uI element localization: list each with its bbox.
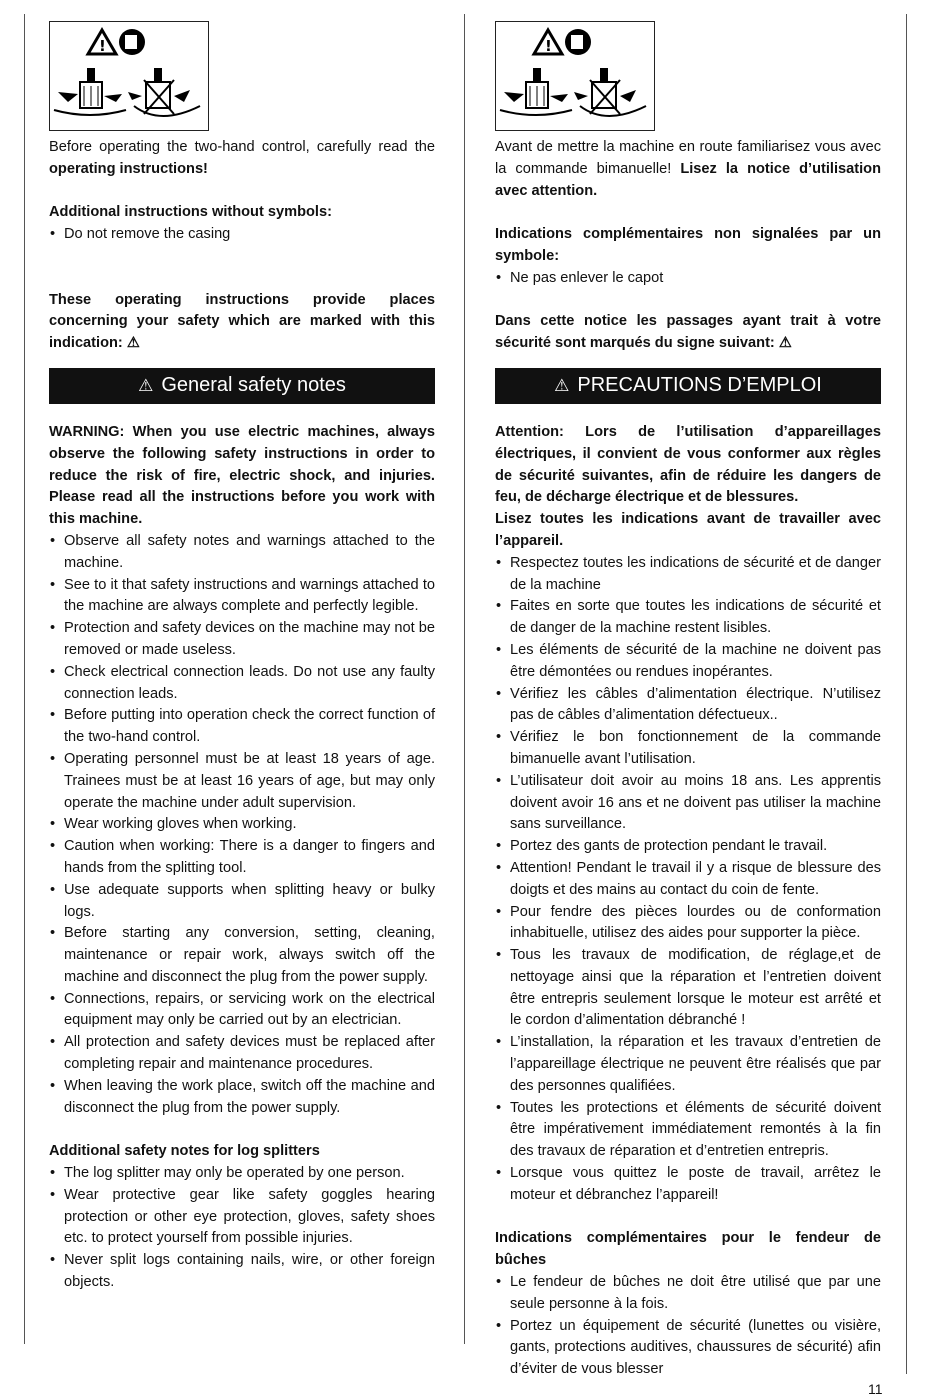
list-item: • Attention! Pendant le travail il y a risque de blessure des doigts et des mains au contact du coin de fente.: [495, 858, 881, 902]
list-item: • Operating personnel must be at least 18 years of age. Trainees must be at least 16 years of age, but may only operate the machine under adult supervision.: [49, 749, 435, 814]
list-item: • Le fendeur de bûches ne doit être utilisé que par une seule personne à la fois.: [495, 1272, 881, 1316]
warning-paragraph: WARNING: When you use electric machines, always observe the following safety instructions in order to reduce the risk of fire, electric shock, and injuries. Please read all the instructions before you work with this machine.: [49, 423, 435, 528]
safety-mark-paragraph: These operating instructions provide places concerning your safety which are marked with this indication: ⚠: [49, 291, 435, 352]
additional-list: [49, 224, 435, 246]
warning-icon: ⚠: [138, 376, 154, 396]
section-banner: [495, 368, 881, 404]
section-banner: [49, 368, 435, 404]
list-item: • Vérifiez les câbles d’alimentation électrique. N’utilisez pas de câbles d’alimentation défectueux..: [495, 684, 881, 728]
list-item: • Protection and safety devices on the machine may not be removed or made useless.: [49, 618, 435, 662]
list-item: • Connections, repairs, or servicing work on the electrical equipment may only be carried out by an electrician.: [49, 989, 435, 1033]
warning-icon: ⚠: [554, 376, 570, 396]
page-number: 11: [868, 1381, 883, 1397]
section-title: General safety notes: [161, 374, 346, 397]
section-title: PRECAUTIONS D’EMPLOI: [577, 374, 822, 397]
english-column: [49, 21, 435, 1294]
list-item: • Before starting any conversion, setting, cleaning, maintenance or repair work, always switch off the machine and disconnect the plug from the power supply.: [49, 923, 435, 988]
list-item: • All protection and safety devices must be replaced after completing repair and maintenance procedures.: [49, 1032, 435, 1076]
safety-mark-paragraph: Dans cette notice les passages ayant trait à votre sécurité sont marqués du signe suivant: ⚠: [495, 313, 881, 352]
list-item: • Use adequate supports when splitting heavy or bulky logs.: [49, 880, 435, 924]
column-rule-middle: [464, 14, 465, 1344]
list-item: • Ne pas enlever le capot: [495, 268, 881, 290]
list-item: • Wear protective gear like safety goggles hearing protection or other eye protection, gloves, safety shoes etc. to protect yourself from possible injuries.: [49, 1185, 435, 1250]
list-item: • Observe all safety notes and warnings attached to the machine.: [49, 531, 435, 575]
list-item: • Check electrical connection leads. Do not use any faulty connection leads.: [49, 662, 435, 706]
safety-pictogram: [49, 21, 209, 131]
additional-heading: Additional instructions without symbols:: [49, 204, 332, 221]
list-item: • The log splitter may only be operated by one person.: [49, 1163, 435, 1185]
svg-text:!: !: [99, 37, 106, 55]
list-item: • L’utilisateur doit avoir au moins 18 ans. Les apprentis doivent avoir 16 ans et ne doivent pas utiliser la machine sans surveillance.: [495, 771, 881, 836]
list-item: • Wear working gloves when working.: [49, 814, 435, 836]
log-splitter-heading: Additional safety notes for log splitters: [49, 1143, 320, 1160]
safety-list: [495, 553, 881, 1207]
list-item: • Pour fendre des pièces lourdes ou de conformation inhabituelle, utilisez des aides pour supporter la pièce.: [495, 902, 881, 946]
list-item: • Portez un équipement de sécurité (lunettes ou visière, gants, protections auditives, chaussures de sécurité) afin d’éviter de vous blesser: [495, 1316, 881, 1381]
column-rule-right: [906, 14, 907, 1374]
list-item: • Before putting into operation check the correct function of the two-hand control.: [49, 705, 435, 749]
log-splitter-list: [495, 1272, 881, 1381]
additional-list: [495, 268, 881, 290]
list-item: • L’installation, la réparation et les travaux d’entretien de l’appareillage électrique ne peuvent être réalisés que par des personnes qualifiées.: [495, 1032, 881, 1097]
list-item: • Tous les travaux de modification, de réglage,et de nettoyage ainsi que la réparation et l’entretien doivent être entrepris seulement lorsque le moteur est arrêté et le cordon d’alimentation débranché !: [495, 945, 881, 1032]
svg-text:!: !: [545, 37, 552, 55]
list-item: • See to it that safety instructions and warnings attached to the machine are always complete and perfectly legible.: [49, 575, 435, 619]
list-item: • Do not remove the casing: [49, 224, 435, 246]
list-item: • Faites en sorte que toutes les indications de sécurité et de danger de la machine restent lisibles.: [495, 596, 881, 640]
list-item: • Never split logs containing nails, wire, or other foreign objects.: [49, 1250, 435, 1294]
list-item: • Portez des gants de protection pendant le travail.: [495, 836, 881, 858]
list-item: • When leaving the work place, switch off the machine and disconnect the plug from the power supply.: [49, 1076, 435, 1120]
list-item: • Respectez toutes les indications de sécurité et de danger de la machine: [495, 553, 881, 597]
list-item: • Lorsque vous quittez le poste de travail, arrêtez le moteur et débranchez l’appareil!: [495, 1163, 881, 1207]
list-item: • Caution when working: There is a danger to fingers and hands from the splitting tool.: [49, 836, 435, 880]
log-splitter-heading: Indications complémentaires pour le fendeur de bûches: [495, 1230, 881, 1269]
list-item: • Vérifiez le bon fonctionnement de la commande bimanuelle avant l’utilisation.: [495, 727, 881, 771]
list-item: • Les éléments de sécurité de la machine ne doivent pas être démontées ou rendues inopérantes.: [495, 640, 881, 684]
list-item: • Toutes les protections et éléments de sécurité doivent être impérativement immédiatement remontés à la fin des travaux de réparation et d’entretien entrepris.: [495, 1098, 881, 1163]
safety-list: [49, 531, 435, 1120]
log-splitter-list: [49, 1163, 435, 1294]
additional-heading: Indications complémentaires non signalées par un symbole:: [495, 226, 881, 264]
warning-paragraph: Attention: Lors de l’utilisation d’appareillages électriques, il convient de vous conformer aux règles de sécurité suivantes, afin de réduire les dangers de feu, de décharge électrique et de blessures.: [495, 423, 881, 506]
safety-pictogram: [495, 21, 655, 131]
intro-paragraph: Avant de mettre la machine en route familiarisez vous avec la commande bimanuelle! Lisez la notice d’utilisation avec attention.: [495, 139, 881, 199]
warning-paragraph-2: Lisez toutes les indications avant de travailler avec l’appareil.: [495, 511, 881, 549]
column-rule-left: [24, 14, 25, 1344]
intro-paragraph: Before operating the two-hand control, carefully read the operating instructions!: [49, 139, 435, 177]
french-column: [495, 21, 881, 1381]
